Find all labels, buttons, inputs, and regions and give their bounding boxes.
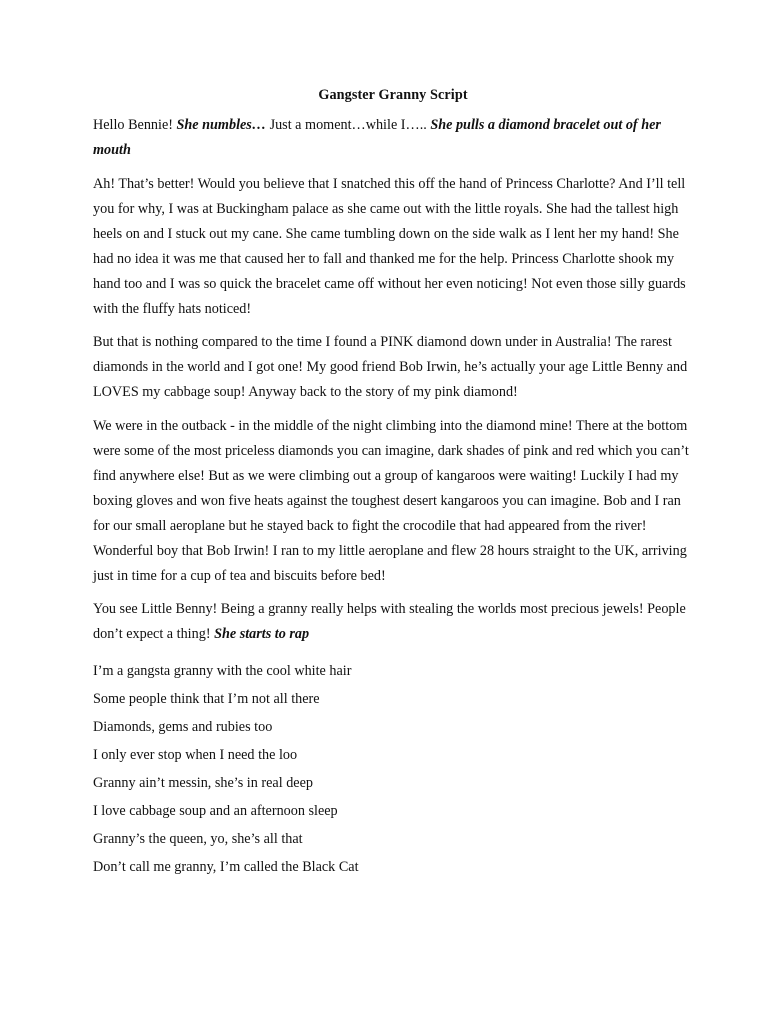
rap-verse: [93, 657, 693, 881]
rap-line: Some people think that I’m not all there: [93, 691, 320, 707]
rap-line: I’m a gangsta granny with the cool white hair: [93, 663, 352, 679]
rap-line: Granny’s the queen, yo, she’s all that: [93, 831, 303, 847]
rap-line: Diamonds, gems and rubies too: [93, 719, 273, 735]
stage-direction-1: She numbles…: [176, 117, 267, 133]
closing-paragraph: [93, 597, 693, 647]
rap-line: I only ever stop when I need the loo: [93, 747, 298, 763]
rap-line: Granny ain’t messin, she’s in real deep: [93, 775, 313, 791]
stage-direction-2: She pulls a diamond bracelet out of her mouth: [93, 117, 661, 158]
document-title: Gangster Granny Script: [318, 87, 468, 103]
paragraph-pink-diamond: But that is nothing compared to the time I found a PINK diamond down under in Australia! The rarest diamonds in the world and I got one! My good friend Bob Irwin, he’s actually your age Little Benny and LOVES my cabbage soup! Anyway back to the story of my pink diamond!: [93, 334, 688, 400]
intro-paragraph: [93, 113, 693, 163]
intro-text-1: Hello Bennie!: [93, 117, 177, 133]
paragraph-outback: We were in the outback - in the middle of the night climbing into the diamond mine! There at the bottom were some of the most priceless diamonds you can imagine, dark shades of pink and red which you can’t find anywhere else! But as we were climbing out a group of kangaroos were waiting! Luckily I had my boxing gloves and won five heats against the toughest desert kangaroos you can imagine. Bob and I ran for our small aeroplane but he stayed back to fight the crocodile that had appeared from the river! Wonderful boy that Bob Irwin! I ran to my little aeroplane and flew 28 hours straight to the UK, arriving just in time for a cup of tea and biscuits before bed!: [93, 417, 689, 584]
document-page: [93, 86, 693, 881]
paragraph-princess: Ah! That’s better! Would you believe that I snatched this off the hand of Princess Charlotte? And I’ll tell you for why, I was at Buckingham palace as she came out with the little royals. She had the tallest high heels on and I stuck out my cane. She came tumbling down on the side walk as I lent her my hand! She had no idea it was me that caused her to fall and thanked me for the help. Princess Charlotte shook my hand too and I was so quick the bracelet came off without her even noticing! Not even those silly guards with the fluffy hats noticed!: [93, 175, 686, 317]
rap-line: I love cabbage soup and an afternoon sleep: [93, 803, 338, 819]
rap-line: Don’t call me granny, I’m called the Black Cat: [93, 859, 359, 875]
intro-text-2: Just a moment…while I…..: [266, 117, 431, 133]
stage-direction-rap: She starts to rap: [214, 626, 310, 642]
closing-text: You see Little Benny! Being a granny really helps with stealing the worlds most precious jewels! People don’t expect a thing!: [93, 601, 686, 642]
